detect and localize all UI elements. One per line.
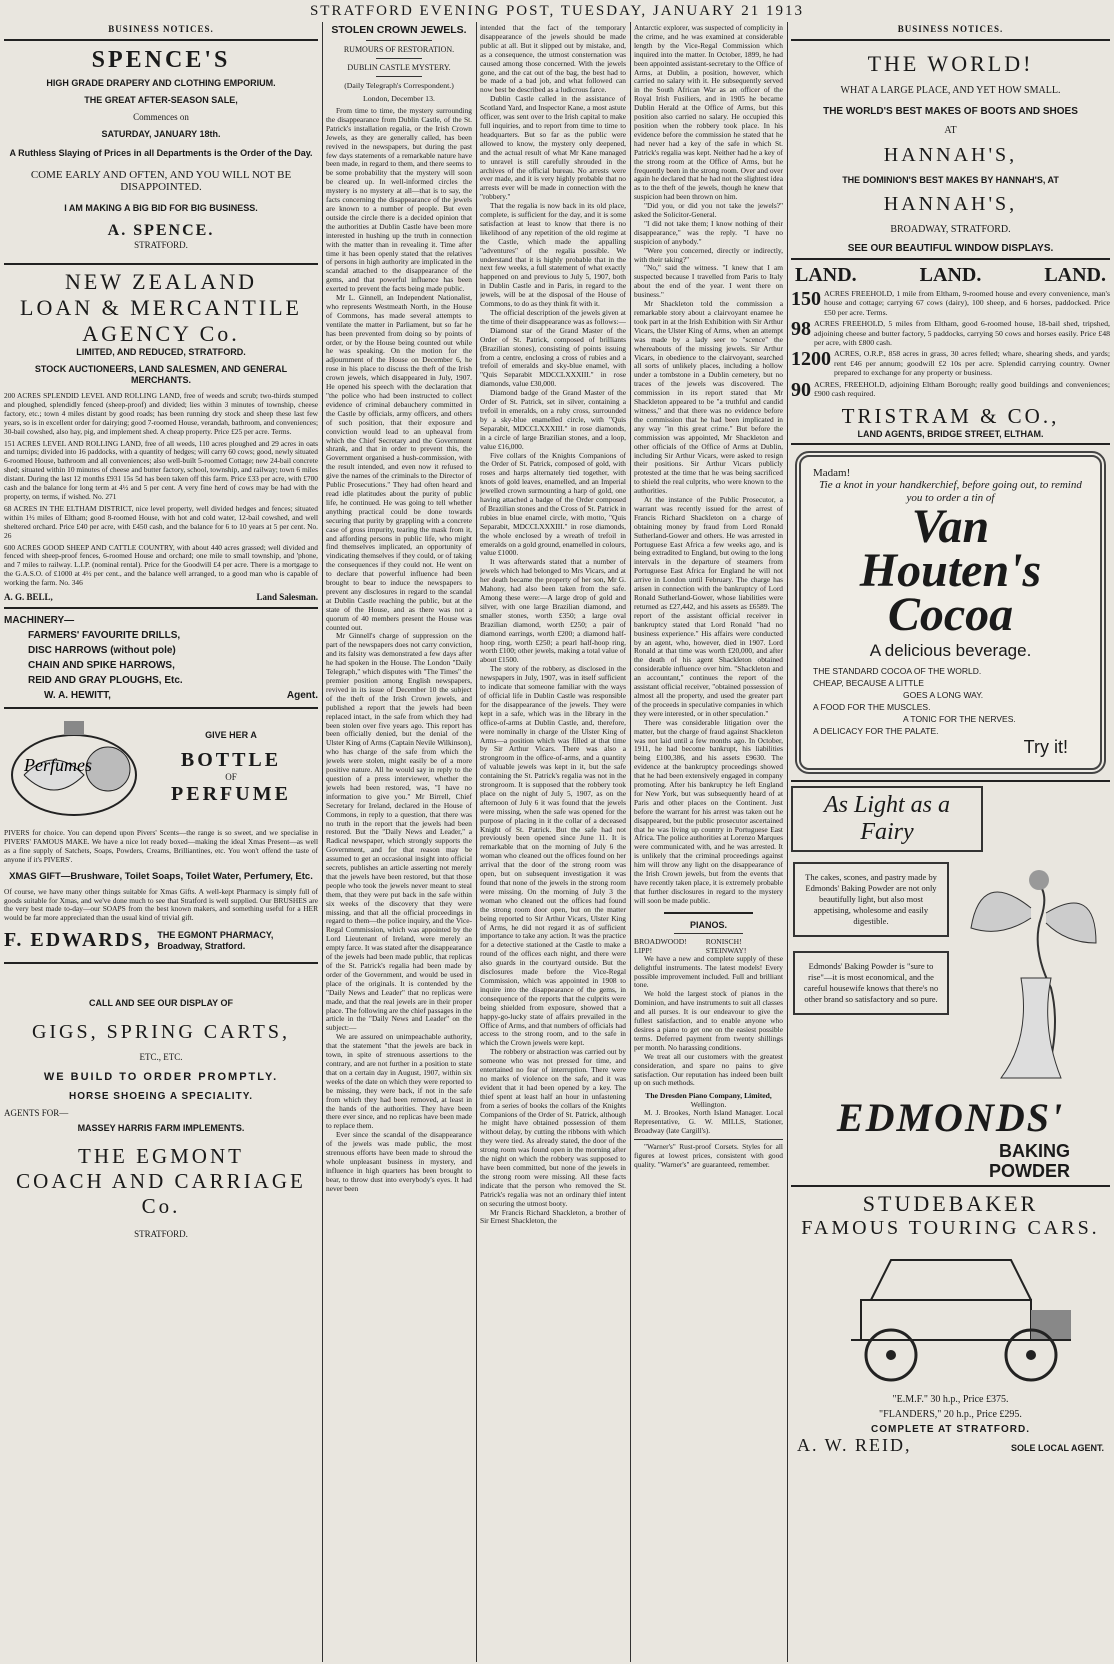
nz-line-2: LOAN & MERCANTILE bbox=[20, 295, 302, 320]
land-head: LAND. bbox=[795, 264, 857, 286]
article-dateline: London, December 13. bbox=[363, 94, 435, 103]
cocoa-brand-3: Cocoa bbox=[887, 587, 1014, 641]
land-lot-text: ACRES FREEHOLD, 5 miles from Eltham, good 6-roomed house, 18-bail shed, tripshed, adjoining cheese and butter factory, 5 paddocks, carrying 50 cows and horses easily. Price £48 per acre, with £800 cash. bbox=[814, 319, 1110, 348]
column-5 bbox=[791, 24, 1110, 1660]
article-paragraph: That the regalia is now back in its old place, complete, is sufficient for the day, and it is some satisfaction at least to know that there is no likelihood of any repetition of the old regime at the Castle, which made the appalling "adventures" of the regalia possible. We understand that it is highly probable that in the next few weeks, a full statement of what exactly happened on and previous to July 5, 1907, both in Dublin Castle and in Paris, in regard to the jewels, will be at the disposal of the House of Commons, to do as they think fit with it. bbox=[480, 201, 626, 309]
divider bbox=[4, 707, 318, 709]
nz-lot: 200 ACRES SPLENDID LEVEL AND ROLLING LAND, free of weeds and scrub; two-thirds stumped and ploughed, splendidly fenced (sheep-proof) and divided; lies within 3 minutes of township, cheese factory, etc.; town 4 miles distant by good roads; has been running dry stock and sheep these last few years, so is in excellent order for dairying; good 7-roomed House, verandah, bathroom, and conveniences; 30-bail cowshed, also hay, pig, and implement shed. A cheap property. Price £25 per acre. Terms. bbox=[4, 391, 318, 436]
land-head: LAND. bbox=[919, 264, 982, 286]
article-paragraph: There was considerable litigation over the matter, but the charge of fraud against Shackleton was not laid until a few months ago. In October, 1911, he had become bankrupt, his liabilities being £100,386, and his assets £9630. The evidence at the bankruptcy proceedings showed that he had been extensively engaged in company promoting. After his bankruptcy he left England for New York, but was subsequently heard of at Paris and other places on the Continent. Just before the warrant for his arrest was taken out he disappeared, but the public prosecutor ascertained that he was living up country in Portuguese East Africa. The police authorities at Lorenzo Marques were communicated with, and he was arrested. It is unlikely that the criminal proceedings against him will throw any light on the disappearance of the Irish Crown jewels, but from the events that have recently taken place, it is extremely probable that further disclosures in regard to the mystery will soon be made public. bbox=[634, 717, 783, 905]
spence-bid: I AM MAKING A BIG BID FOR BIG BUSINESS. bbox=[64, 203, 258, 213]
divider bbox=[791, 39, 1110, 41]
spence-town: STRATFORD. bbox=[134, 240, 188, 250]
hannah-2: HANNAH'S, bbox=[883, 193, 1018, 215]
gigs-horse: HORSE SHOEING A SPECIALITY. bbox=[68, 1091, 254, 1103]
article-paragraph: "No," said the witness. "I knew that I am suspected because I travelled from Paris to Italy about the end of the year. I went there on business." bbox=[634, 263, 783, 300]
edmonds-brand: EDMONDS' bbox=[836, 1094, 1065, 1140]
fairy-illustration-icon bbox=[961, 858, 1101, 1088]
cocoa-brand-1: Van bbox=[911, 499, 990, 553]
perfume-of: OF bbox=[225, 772, 237, 783]
article-paragraph: The story of the robbery, as disclosed in the newspapers in July, 1907, was in itself sufficient to indicate that someone familiar with the ways of official life in Dublin Castle was responsible for the disappearance of the jewels. They were kept in a safe, which was in the library in the office-of-arms at Dublin Castle, and, therefore, were nominally in charge of the Ulster King of Arms—a position which was filled at that time by Sir Arthur Vicars. There was also a strongroom in the office-of-arms, and a quantity of valuable jewels was kept in it, but the safe containing the St. Patrick's regalia was not in the strongroom. It is supposed that the robbery took place on the night of July 5, 1907, as on the afternoon of July 6 it was found that the jewels were missing, when the safe was opened for the purpose of placing in it the collar of a deceased Knight of St. Patrick. But the safe had not previously been opened since June 11. It is remarkable that on the morning of July 6 the woman who cleaned out the offices found on her arrival that the door of the strong room was open, but on subsequent investigation it was found that none of the jewels in the strong room were missing. On the morning of July 3 the woman who cleaned out the offices had found the strong room door open, but on the matter being reported to Sir Arthur Vicars, Ulster King of Arms, he did not regard it as of sufficient importance to take any action. It was the practice for a detective stationed at the Castle to make a round of the offices each night, and there were also guards in the courtyard outside. But the disclosures made before the Vice-Regal Commission, which was appointed in 1908 to inquire into the disappearance of the gems, in consequence of the reports that the culprits were being shielded from exposure, showed that a happy-go-lucky state of affairs prevailed in the Office of Arms, and that numbers of officials had access to the strong room, and to the safe in which the Crown jewels were kept. bbox=[480, 664, 626, 1048]
perfume-give: GIVE HER A bbox=[205, 730, 257, 741]
nz-lot: 600 ACRES GOOD SHEEP AND CATTLE COUNTRY, with about 440 acres grassed; well divided and fenced with sheep-proof fences, 6-roomed House and orchard; one mile to small township, and 'phone, and 7 miles to railway. L.I.P. (nominal rental). Price for the Goodwill £4 per acre. There is a mortgage to the G.A.S.O. of £1000 at 4½ per cent., and the balance well arranged, to a good man who is capable of working the farm. No. 346 bbox=[4, 542, 318, 588]
world-dominion: THE DOMINION'S BEST MAKES BY HANNAH'S, AT bbox=[842, 175, 1059, 185]
article-paragraph: Five collars of the Knights Companions of the Order of St. Patrick, composed of gold, with roses and harps alternately tied together, with knots of gold leaves, enamelled, and an Imperial jewelled crown surmounting a harp of gold, one having attached a badge of the Order composed of Brazilian stones and the Cross of St. Patrick in rubies in blue enamel circle, with motto, "Quis Separabit, MDCCLXXXIII." in rose diamonds, the whole enclosed by a wreath of trefoil in emeralds on a gold ground, enamelled in colours, value £1000. bbox=[480, 450, 626, 558]
gigs-agents: AGENTS FOR— bbox=[4, 1108, 69, 1119]
spence-come: COME EARLY AND OFTEN, AND YOU WILL NOT BE DISAPPOINTED. bbox=[30, 169, 292, 193]
land-head: LAND. bbox=[1044, 264, 1106, 286]
edmonds-box-2: Edmonds' Baking Powder is "sure to rise"—it is most economical, and the careful housewife knows that there's no other brand so satisfactory and so pure. bbox=[793, 951, 949, 1015]
article-paragraph: The robbery or abstraction was carried out by someone who was not pressed for time, and entertained no fear of interruption. There were no marks of violence on the safe, and it was evident that it had been opened by a key. The thief spent at least half an hour in unfastening from a series of books the collars of the Knights Companions of the Order of St. Patrick, although he might have obtained possession of them without delay, by cutting the ribbons with which they were tied. As already stated, the door of the strong room was found open in the morning after the night on which the robbery was supposed to have been committed, but none of the jewels in the strong room were missing. All these facts indicate that the person who removed the St. Patrick's regalia was not an ordinary thief intent on securing the utmost booty. bbox=[480, 1047, 626, 1208]
business-notices-label: BUSINESS NOTICES. bbox=[897, 24, 1004, 34]
article-paragraph: "Were you concerned, directly or indirectly, with their taking?" bbox=[634, 245, 783, 264]
machinery-item: FARMERS' FAVOURITE DRILLS, bbox=[28, 630, 181, 642]
land-lot-text: ACRES, FREEHOLD, adjoining Eltham Borough; really good buildings and conveniences; £900 cash required. bbox=[814, 379, 1110, 399]
divider bbox=[791, 1185, 1110, 1187]
spence-signature: A. SPENCE. bbox=[107, 222, 215, 239]
gigs-etc: ETC., ETC. bbox=[139, 1052, 183, 1063]
column-rule bbox=[787, 22, 788, 1662]
article-paragraph: Mr Shackleton told the commission a remarkable story about a clairvoyant enamee he took part in at the Irish Exhibition with Sir Arthur Vicars, the Ulster King of Arms, when an attempt was made by a lady seer to "scence" the whereabouts of the missing jewels. Sir Arthur Vicars, in obedience to the clairvoyant, searched all sorts of unlikely places, including a hollow under a tombstone in a Dublin cemetery, but no traces of the jewels was discovered. The commission in its report stated that Mr Shackleton appeared to be "a truthful and candid witness," and that there was no evidence before the commission that he had been implicated in any way "in this great crime." But before the commission was appointed, Mr Shackleton and other officials of the Office of Arms at Dublin, including Sir Arthur Vicars, were asked to resign their positions. Sir Arthur Vicars publicly protested at the time that he was being sacrificed to shield the real culprits, who were known to the authorities. bbox=[634, 299, 783, 496]
edwards-address: Broadway, Stratford. bbox=[157, 940, 246, 951]
divider bbox=[664, 912, 753, 914]
perfume-body: PIVERS for choice. You can depend upon Pivers' Scents—the range is so sweet, and we specialise in PIVERS' FAMOUS MAKE. We have a nice lot ready boxed—making the ideal Xmas Present—as well as a fine supply of Satchets, Soaps, Powders, Creams, Brilliantines, etc. You won't offend the taste of anyone if it's PIVERS'. bbox=[4, 828, 318, 864]
cocoa-food: A FOOD FOR THE MUSCLES. bbox=[813, 701, 931, 712]
tristram-name: TRISTRAM & CO., bbox=[841, 403, 1060, 428]
divider bbox=[366, 40, 432, 41]
cocoa-tonic: A TONIC FOR THE NERVES. bbox=[903, 713, 1016, 724]
land-lot-number: 90 bbox=[791, 379, 811, 400]
perfume-xmas: XMAS GIFT—Brushware, Toilet Soaps, Toilet Water, Perfumery, Etc. bbox=[9, 870, 313, 882]
column-4 bbox=[634, 24, 783, 1660]
gigs-massey: MASSEY HARRIS FARM IMPLEMENTS. bbox=[77, 1123, 245, 1134]
egmont-town: STRATFORD. bbox=[134, 1229, 188, 1240]
land-lot-number: 1200 bbox=[791, 349, 831, 371]
world-see: SEE OUR BEAUTIFUL WINDOW DISPLAYS. bbox=[847, 243, 1054, 254]
article-paragraph: Mr Francis Richard Shackleton, a brother of Sir Ernest Shackleton, the bbox=[480, 1207, 626, 1226]
article-paragraph: It was afterwards stated that a number of jewels which had belonged to Mrs Vicars, and at her death became the property of her son, Mr G. Mahony, had also been taken from the safe. Among these were:—A large drop of gold and silver, with one large Brazilian diamond, and smaller stones, worth £350; a large oval Brazilian diamond, worth £250; a pair of diamond earrings, worth £200; a diamond half-hoop ring, worth £250; a pearl half-hoop ring, worth £100; other jewels, making a total value of about £1500. bbox=[480, 557, 626, 665]
article-paragraph: intended that the fact of the temporary disappearance of the jewels should be made public at all. But it slipped out by mistake, and, as a consequence, the utmost consternation was caused among those concerned. With the jewels gone, and the cat out of the bag, the best had to be made of a bad job, and what followed can now best be described as a ludicrous farce. bbox=[480, 24, 626, 95]
article-paragraph: Ever since the scandal of the disappearance of the jewels was made public, the most strenuous efforts have been made to shroud the whole unpleasant business in mystery, and influence in high quarters has been brought to bear, to throw dust into everybody's eyes. It had never been bbox=[326, 1130, 472, 1193]
cocoa-try: Try it! bbox=[1023, 736, 1068, 757]
article-paragraph: "Did you, or did you not take the jewels?" asked the Solicitor-General. bbox=[634, 201, 783, 220]
hannah-1: HANNAH'S, bbox=[883, 144, 1018, 166]
divider bbox=[4, 962, 318, 964]
pianos-right: RONISCH! STEINWAY! bbox=[705, 936, 747, 955]
pianos-head: PIANOS. bbox=[689, 919, 727, 930]
column-2 bbox=[326, 24, 472, 1660]
spence-tagline: HIGH GRADE DRAPERY AND CLOTHING EMPORIUM. bbox=[46, 78, 276, 88]
article-paragraph: Dublin Castle called in the assistance of Scotland Yard, and Inspector Kane, a most astute officer, was sent over to the Irish capital to make full inquiries, and to report from time to time to headquarters. But so far as the public were allowed to know, the mystery only deepened, and the actual result of what Mr Kane managed to unravel is still carefully shrouded in the archives of the official bureau. No arrests were ever made, and it is very highly probable that no arrests ever will be made in connection with the "robbery." bbox=[480, 94, 626, 202]
warner-text: "Warner's" Rust-proof Corsets. Styles for all figures at lowest prices, consistent with good quality. "Warner's" are guaranteed, remember. bbox=[634, 1142, 783, 1169]
edwards-name: F. EDWARDS, bbox=[4, 929, 152, 952]
divider bbox=[634, 1139, 783, 1140]
cocoa-goes: GOES A LONG WAY. bbox=[903, 689, 984, 700]
tristram-sub: LAND AGENTS, BRIDGE STREET, ELTHAM. bbox=[857, 428, 1044, 439]
masthead: STRATFORD EVENING POST, TUESDAY, JANUARY 21 1913 bbox=[309, 3, 805, 19]
studebaker-line-2: FAMOUS TOURING CARS. bbox=[801, 1216, 1100, 1239]
studebaker-line-1: STUDEBAKER bbox=[862, 1190, 1039, 1216]
world-at: AT bbox=[944, 125, 957, 136]
cocoa-cheap: CHEAP, BECAUSE A LITTLE bbox=[813, 677, 924, 688]
nz-limited: LIMITED, AND REDUCED, STRATFORD. bbox=[76, 347, 246, 357]
egmont-line-1: THE EGMONT bbox=[78, 1144, 244, 1169]
cocoa-tie: Tie a knot in your handkerchief, before going out, to remind you to order a tin of bbox=[819, 478, 1082, 504]
reid-agent: SOLE LOCAL AGENT. bbox=[1010, 1442, 1104, 1453]
pianos-agent: M. J. Brookes, North Island Manager. Local Representative, G. W. MILLS, Stationer, Broadway (late Cargill's). bbox=[634, 1108, 783, 1136]
edmonds-powder: POWDER bbox=[989, 1160, 1070, 1181]
business-notices-label: BUSINESS NOTICES. bbox=[108, 24, 214, 34]
pianos-paragraph: We hold the largest stock of pianos in the Dominion, and have instruments to suit all classes and all purses. It is our endeavour to give the fullest satisfaction, and to enable anyone who desires a piano to get one on the easiest possible terms. Deferred payment from twenty shillings per month. No harassing conditions. bbox=[634, 989, 783, 1052]
gigs-call: CALL AND SEE OUR DISPLAY OF bbox=[88, 998, 234, 1009]
nz-line-1: NEW ZEALAND bbox=[64, 269, 258, 294]
machinery-item: REID AND GRAY PLOUGHS, Etc. bbox=[28, 675, 183, 687]
pianos-paragraph: We have a new and complete supply of these delightful instruments. The latest models! Every possible improvement included. Full and brilliant tone. bbox=[634, 953, 783, 990]
nz-stock: STOCK AUCTIONEERS, LAND SALESMEN, AND GENERAL MERCHANTS. bbox=[34, 364, 288, 385]
machinery-item: CHAIN AND SPIKE HARROWS, bbox=[28, 660, 175, 672]
article-paragraph: At the instance of the Public Prosecutor, a warrant was recently issued for the arrest of Francis Richard Shackleton on a charge of obtaining money by fraud from Lord Ronald Sutherland-Gower and others. He was arrested in Portuguese East Africa a few weeks ago, and is being extradited to England, but owing to the long intervals in the departure of steamers from Portuguese East Africa for England he will not arrive in London until February. The charge has arisen in connection with the bankruptcy of Lord Ronald Sutherland-Gower, whose liabilities were returned as £27,442, and his assets as £6589. The report of the assistant official receiver in bankruptcy stated that Lord Ronald "had no business experience." His affairs were conducted by an agent, who, however, died in 1907. Lord Ronald at that time was worth £20,000, and after the death of his agent Shackleton obtained considerable influence over him. "Shackleton and an accountant," continues the report of the assistant official receiver, "obtained possession of almost all the property, and used the greater part of the proceeds in speculative companies in which they were interested, or in other speculation." bbox=[634, 495, 783, 718]
studebaker-flanders: "FLANDERS," 20 h.p., Price £295. bbox=[879, 1408, 1022, 1420]
spence-commences: Commences on bbox=[133, 112, 189, 122]
article-paragraph: "I did not take them; I know nothing of their disappearance," was the reply. "I have no suspicion of anybody." bbox=[634, 218, 783, 246]
spence-slaying: A Ruthless Slaying of Prices in all Departments is the Order of the Day. bbox=[9, 148, 313, 158]
cocoa-delicious: A delicious beverage. bbox=[869, 640, 1032, 660]
gigs-build: WE BUILD TO ORDER PROMPTLY. bbox=[43, 1071, 279, 1084]
world-advert bbox=[791, 51, 1110, 254]
cocoa-delicacy: A DELICACY FOR THE PALATE. bbox=[813, 725, 939, 736]
divider bbox=[376, 58, 422, 59]
perfume-advert bbox=[4, 713, 318, 952]
gigs-advert bbox=[4, 968, 318, 1240]
perfume-bottle: BOTTLE bbox=[180, 749, 282, 772]
pianos-company: The Dresden Piano Company, Limited, bbox=[645, 1091, 772, 1101]
gigs-title: GIGS, SPRING CARTS, bbox=[31, 1021, 291, 1044]
divider bbox=[674, 933, 743, 934]
spence-sale: THE GREAT AFTER-SEASON SALE, bbox=[84, 95, 238, 105]
machinery-head: MACHINERY— bbox=[4, 615, 75, 627]
nz-signature-role: Land Salesman. bbox=[256, 592, 318, 603]
cocoa-madam: Madam! bbox=[813, 466, 851, 479]
article-paragraph: From time to time, the mystery surrounding the disappearance from Dublin Castle, of the St. Patrick's installation regalia, or the Irish Crown Jewels, as they are generally called, has been revived in the newspapers, but during the past few days statements of a remarkable nature have been made, in regard to them, and there seems to be some probability that the mystery will soon be cleared up. In well-informed circles the mystery is no mystery at all—that is to say, the facts concerning the disappearance of the jewels are known to a number of people. But even outside the circle there is a decided opinion that the authorities at Dublin Castle have been more interested in hushing up the truth in connection with the matter than in revealing it. Time after time it has been openly stated that the relatives of persons in high authority are implicated in the scandal attached to the disappearance of the gems, and that powerful influence has been exerted to prevent the facts being made public. bbox=[326, 106, 472, 294]
spence-date: SATURDAY, JANUARY 18th. bbox=[101, 129, 221, 139]
cocoa-advert bbox=[795, 451, 1106, 774]
land-lot-text: ACRES FREEHOLD, 1 mile from Eltham, 9-roomed house and every convenience, man's house and cottage; carrying 67 cows (dairy), 100 sheep, and 6 horses, paddocked. Price £50 per acre. Terms. bbox=[824, 289, 1110, 317]
article-paragraph: Diamond badge of the Grand Master of the Order of St. Patrick, set in silver, containing a trefoil in emeralds, on a ruby cross, surrounded by a sky-blue enamelled circle, with "Quis Separabit, MDCCLXXXIII." in rose diamonds, in a circle of large Brazilian stones, and a loop, value £16,000. bbox=[480, 388, 626, 451]
column-rule bbox=[630, 22, 631, 1662]
machinery-advert bbox=[4, 613, 318, 703]
pianos-company-town: Wellington. bbox=[690, 1100, 727, 1110]
cocoa-standard: THE STANDARD COCOA OF THE WORLD. bbox=[813, 665, 982, 676]
pianos-paragraph: We treat all our customers with the greatest consideration, and spare no pains to give satisfaction. Our reputation has indeed been built up on such methods. bbox=[634, 1051, 783, 1088]
land-lot-number: 150 bbox=[791, 289, 821, 310]
world-makes: THE WORLD'S BEST MAKES OF BOOTS AND SHOES bbox=[823, 106, 1078, 117]
article-source: (Daily Telegraph's Correspondent.) bbox=[344, 81, 454, 90]
land-advert bbox=[791, 264, 1110, 439]
cocoa-brand-2: Houten's bbox=[859, 543, 1042, 597]
machinery-item: DISC HARROWS (without pole) bbox=[28, 645, 176, 657]
land-lot-number: 98 bbox=[791, 319, 811, 341]
world-small: WHAT A LARGE PLACE, AND YET HOW SMALL. bbox=[840, 85, 1061, 96]
article-paragraph: Mr L. Ginnell, an Independent Nationalist, who represents Westmeath North, in the House of Commons, has made several attempts to ventilate the matter in Parliament, but so far he has been prevented from doing so by points of order, or by the House being counted out while he was speaking. On the motion for the adjournment of the House on December 6, he rose in his place to discuss the theft of the Irish crown jewels, which disappeared in July, 1907. He opened his speech with the declaration that "the police who had been instructed to collect evidence of criminal debauchery committed in the Castle by officials, army officers, and others of such position, that their exposure and conviction would lead to an upheaval from which the Chief Secretary and the Government shrank, and that in order to prevent this, the Government organised a hush-commission, with the result intended, and even now it refused to give the names of the criminals to the Director of Public Prosecutions." They had often heard and read idle platitudes about the purity of public life, he continued. He was going to tell whether anything practical could be done towards securing that purity by grappling with a concrete case of gross impurity, tearing the mask from it, and affording persons in public life, who might find themselves implicated, an opportunity of vindicating themselves if they could, or of taking the consequences if they could not. He went on to declare that powerful influence had been brought to bear to induce the newspapers to prevent any disclosures in regard to the scandal at Dublin Castle reaching the public, but at the state of the House, and as there was not a quorum of 40 members present the House was counted out. bbox=[326, 293, 472, 632]
divider bbox=[376, 76, 422, 77]
article-paragraph: Antarctic explorer, was suspected of complicity in the crime, and he was examined at considerable length by the Vice-Regal Commission which inquired into the matter. In October, 1899, he had been appointed assistant-secretary to the Office of Arms, at Dublin, a position, however, which carried no salary with it. He subsequently served in the South African War as an officer of the Royal Irish Fusiliers, and in 1905 he became Dublin Herald at the Office of Arms, but this position also carried no salary. He occupied this position when the robbery took place. In his evidence before the commission he stated that he had never had a key of the safe in which St. Patrick's regalia was kept. Neither had he a key of the strong room at the Office of Arms, but he frequently been in the strong room. Over and over again he declared that he had not the slightest idea as to the theft of the jewels, though he knew that suspicion had been thrown on him. bbox=[634, 24, 783, 202]
article-paragraph: Mr Ginnell's charge of suppression on the part of the newspapers does not carry conviction, and its falsity was demonstrated a few days after he had spoken in the House. The London "Daily Telegraph," which disputes with "The Times" the premier position among English newspapers, revived in its issue of December 10 the subject of the theft of the Irish Crown jewels, and published a report that the jewels had been replaced intact, in the safe from which they had been stolen over five years ago. This report has been officially denied, but the denial of the Ulster King of Arms (Captain Nevile Wilkinson), who has charge of the safe from which the jewels were stolen, might easily be of a more positive nature. All he would say in reply to the question of a press interviewer, whether the jewels had been restored, was, "I have no information to give you." Mr Birrell, Chief Secretary for Ireland, declared in the House of Commons, in reply to a question, that there was no truth in the report that the jewels had been restored. But the "Daily News and Leader," a Radical newspaper, which strongly supports the Government, and for that reason may be assumed to get an occasional insight into official secrets, publishes an article asserting not merely that the jewels have been restored, but that those people who took the jewels never meant to steal them, that they were put back in the safe within six weeks of the discovery that they were missing, and that all the official proceedings in regard to them—the police inquiry, and the Vice-Regal Commission, which was appointed by the Lord Lieutenant of Ireland, were merely an empty farce. It was stated after the disappearance of the jewels had been made public, that replicas of the St. Patrick's regalia had been made by order of the Government, and would be used in place of the originals. It is contended by the "Daily News and Leader" that no replicas were made, and that the real jewels are in their proper place. The following are the chief passages in the article in the "Daily News and Leader" on the subject:— bbox=[326, 631, 472, 1033]
column-rule bbox=[322, 22, 323, 1662]
nz-lot: 151 ACRES LEVEL AND ROLLING LAND, free of all weeds, 110 acres ploughed and 29 acres in oats and turnips; divided into 16 paddocks, with a quantity of hedges; will carry 60 cows; good, newly situated 6-roomed House, bathroom and all conveniences; also well-built 5-roomed Cottage; new 24-bail concrete shed; situated within 10 minutes of cheese and butter factory, school, township, and railway; town 6 miles distant. During the last 12 months £931 15s 5d has been taken off this farm. Price £33 per acre, with £700 cash and the balance for long term at 4½ and 5 per cent. A very fine herd of cows may be had with the property, on terms, if wished. No. 271 bbox=[4, 438, 318, 501]
pianos-left: BROADWOOD! LIPP! bbox=[634, 936, 687, 955]
spence-advert bbox=[4, 47, 318, 251]
article-title: STOLEN CROWN JEWELS. bbox=[331, 24, 467, 36]
article-sub-1: RUMOURS OF RESTORATION. bbox=[343, 45, 455, 54]
machinery-signature: W. A. HEWITT, bbox=[44, 690, 111, 702]
column-3 bbox=[480, 24, 626, 1660]
column-rule bbox=[476, 22, 477, 1662]
divider bbox=[4, 39, 318, 41]
article-sub-2: DUBLIN CASTLE MYSTERY. bbox=[347, 63, 451, 72]
divider bbox=[791, 780, 1110, 782]
edmonds-title: As Light as a Fairy bbox=[791, 786, 983, 852]
reid-name: A. W. REID, bbox=[797, 1434, 912, 1455]
world-title: THE WORLD! bbox=[867, 51, 1034, 76]
nz-signature: A. G. BELL, bbox=[4, 592, 53, 603]
edmonds-advert bbox=[791, 786, 1110, 1181]
machinery-role: Agent. bbox=[286, 690, 318, 702]
studebaker-complete: COMPLETE AT STRATFORD. bbox=[870, 1423, 1031, 1435]
world-address: BROADWAY, STRATFORD. bbox=[890, 224, 1011, 235]
nz-line-3: AGENCY Co. bbox=[82, 321, 240, 346]
studebaker-advert bbox=[791, 1191, 1110, 1456]
perfume-bottle-icon bbox=[4, 713, 144, 823]
edwards-pharmacy: THE EGMONT PHARMACY, bbox=[157, 929, 274, 940]
divider bbox=[4, 263, 318, 265]
article-paragraph: Diamond star of the Grand Master of the Order of St. Patrick, composed of brilliants (Brazilian stones), consisting of points issuing from a centre, enclosing a cross of rubies and a trefoil of emeralds and sky-blue enamel, with "Quis Separabit MDCCLXXXIII." in rose diamonds, value £30,000. bbox=[480, 325, 626, 389]
divider bbox=[791, 443, 1110, 445]
egmont-line-2: COACH AND CARRIAGE Co. bbox=[16, 1169, 306, 1219]
edmonds-box-1: The cakes, scones, and pastry made by Edmonds' Baking Powder are not only beautifully light, but also most appetising, wholesome and easily digestible. bbox=[793, 862, 949, 937]
perfume-course: Of course, we have many other things suitable for Xmas Gifts. A well-kept Pharmacy is simply full of goods suitable for Xmas, and we've done much to see that Stratford is well supplied. Our BRUSHES are the very best made to-day—our SOAPS from the best known makers, and something useful for a HER would be far more appreciated than the usual kind of trivial gift. bbox=[4, 886, 318, 923]
land-lot-text: ACRES, O.R.P., 858 acres in grass, 30 acres felled; whare, shearing sheds, and yards; rent £46 per annum; goodwill £2 10s per acre. Splendid carrying country. Owner prepared to exchange for any property or business. bbox=[834, 349, 1110, 378]
nz-loan-advert bbox=[4, 269, 318, 603]
nz-lot: 68 ACRES IN THE ELTHAM DISTRICT, nice level property, well divided hedges and fences; situated within 1½ miles of Eltham; good 8-roomed House, with hot and cold water, 12-bail cowshed, and well sheltered orchard. Price £40 per acre, with £450 cash, and the balance for 6 to 10 years at 5 per cent. No. 26 bbox=[4, 503, 318, 540]
edmonds-baking: BAKING bbox=[999, 1140, 1070, 1161]
divider bbox=[4, 607, 318, 609]
perfume-word: PERFUME bbox=[171, 783, 291, 806]
touring-car-icon bbox=[811, 1240, 1091, 1390]
divider bbox=[791, 258, 1110, 260]
perfume-script: Perfumes bbox=[24, 755, 92, 776]
article-paragraph: The official description of the jewels given at the time of their disappearance was as follows:— bbox=[480, 308, 626, 326]
spence-title: SPENCE'S bbox=[91, 47, 231, 73]
article-paragraph: We are assured on unimpeachable authority, that the statement "that the jewels are back in town, in spite of strenuous assertions to the contrary, and are not further in a position to state that on a certain day in August, 1907, within six weeks of the date on which they were reported to be missing, they were back, if not in the safe from which they had been removed, at least in the hands of the authorities. They have been there ever since, and no replicas have been made to replace them. bbox=[326, 1032, 472, 1131]
studebaker-emf: "E.M.F." 30 h.p., Price £375. bbox=[892, 1393, 1009, 1405]
column-1 bbox=[4, 24, 318, 1660]
